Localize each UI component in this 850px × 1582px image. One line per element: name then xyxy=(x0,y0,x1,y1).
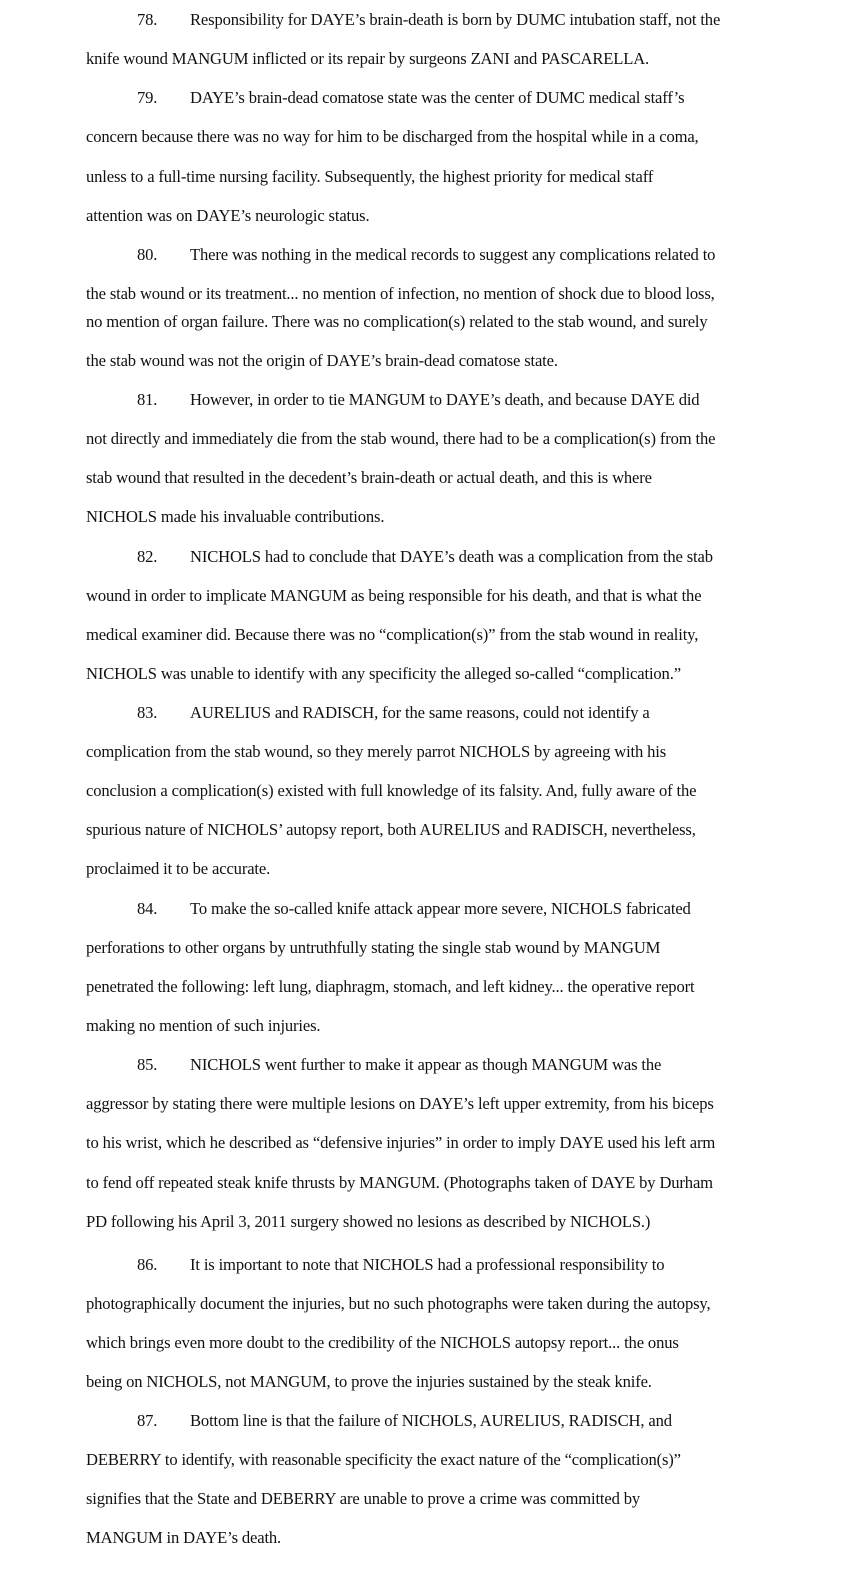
line-text: Responsibility for DAYE’s brain-death is born by DUMC intubation staff, not the xyxy=(190,10,721,29)
paragraph-number: 82. xyxy=(137,547,158,566)
paragraph-line: PD following his April 3, 2011 surgery showed no lesions as described by NICHOLS.) xyxy=(86,1212,651,1231)
line-text: NICHOLS went further to make it appear as though MANGUM was the xyxy=(190,1055,662,1074)
paragraph-line: knife wound MANGUM inflicted or its repair by surgeons ZANI and PASCARELLA. xyxy=(86,49,650,68)
paragraph-first-line xyxy=(137,899,691,919)
line-text: There was nothing in the medical records to suggest any complications related to xyxy=(190,245,716,264)
paragraph-first-line xyxy=(137,703,650,723)
paragraph-line: NICHOLS was unable to identify with any specificity the alleged so-called “complication.” xyxy=(86,664,681,683)
paragraph-first-line xyxy=(137,88,684,108)
line-text: To make the so-called knife attack appear more severe, NICHOLS fabricated xyxy=(190,899,691,918)
paragraph-line: medical examiner did. Because there was no “complication(s)” from the stab wound in reality, xyxy=(86,625,699,644)
paragraph-line: unless to a full-time nursing facility. Subsequently, the highest priority for medical staff xyxy=(86,167,654,186)
paragraph-first-line xyxy=(137,1255,664,1275)
paragraph-first-line xyxy=(137,547,713,567)
paragraph-line: to his wrist, which he described as “defensive injuries” in order to imply DAYE used his left arm xyxy=(86,1133,716,1152)
paragraph-first-line xyxy=(137,1055,661,1075)
paragraph-line: complication from the stab wound, so they merely parrot NICHOLS by agreeing with his xyxy=(86,742,667,761)
paragraph-line: aggressor by stating there were multiple lesions on DAYE’s left upper extremity, from his biceps xyxy=(86,1094,714,1113)
paragraph-line: signifies that the State and DEBERRY are unable to prove a crime was committed by xyxy=(86,1489,641,1508)
paragraph-line: not directly and immediately die from the stab wound, there had to be a complication(s) from the xyxy=(86,429,716,448)
paragraph-first-line xyxy=(137,390,699,410)
paragraph-number: 85. xyxy=(137,1055,158,1074)
line-text: DAYE’s brain-dead comatose state was the center of DUMC medical staff’s xyxy=(190,88,685,107)
paragraph-line: conclusion a complication(s) existed with full knowledge of its falsity. And, fully aware of the xyxy=(86,781,697,800)
paragraph-line: NICHOLS made his invaluable contributions. xyxy=(86,507,385,526)
paragraph-line: stab wound that resulted in the decedent’s brain-death or actual death, and this is where xyxy=(86,468,652,487)
paragraph-number: 84. xyxy=(137,899,158,918)
paragraph-number: 87. xyxy=(137,1411,158,1430)
paragraph-line: perforations to other organs by untruthfully stating the single stab wound by MANGUM xyxy=(86,938,661,957)
paragraph-line: MANGUM in DAYE’s death. xyxy=(86,1528,282,1547)
paragraph-first-line xyxy=(137,245,715,265)
paragraph-line: to fend off repeated steak knife thrusts by MANGUM. (Photographs taken of DAYE by Durham xyxy=(86,1173,713,1192)
line-text: However, in order to tie MANGUM to DAYE’s death, and because DAYE did xyxy=(190,390,700,409)
paragraph-line: no mention of organ failure. There was no complication(s) related to the stab wound, and surely xyxy=(86,312,708,331)
line-text: It is important to note that NICHOLS had a professional responsibility to xyxy=(190,1255,665,1274)
paragraph-line: making no mention of such injuries. xyxy=(86,1016,321,1035)
paragraph-number: 81. xyxy=(137,390,158,409)
paragraph-number: 79. xyxy=(137,88,158,107)
paragraph-line: attention was on DAYE’s neurologic status. xyxy=(86,206,370,225)
paragraph-number: 80. xyxy=(137,245,158,264)
paragraph-line: being on NICHOLS, not MANGUM, to prove the injuries sustained by the steak knife. xyxy=(86,1372,652,1391)
paragraph-line: penetrated the following: left lung, diaphragm, stomach, and left kidney... the operative report xyxy=(86,977,695,996)
line-text: Bottom line is that the failure of NICHOLS, AURELIUS, RADISCH, and xyxy=(190,1411,672,1430)
paragraph-first-line xyxy=(137,10,720,30)
line-text: NICHOLS had to conclude that DAYE’s death was a complication from the stab xyxy=(190,547,713,566)
paragraph-number: 78. xyxy=(137,10,158,29)
paragraph-line: concern because there was no way for him to be discharged from the hospital while in a coma, xyxy=(86,127,699,146)
line-text: AURELIUS and RADISCH, for the same reasons, could not identify a xyxy=(190,703,650,722)
paragraph-number: 83. xyxy=(137,703,158,722)
paragraph-line: spurious nature of NICHOLS’ autopsy report, both AURELIUS and RADISCH, nevertheless, xyxy=(86,820,696,839)
paragraph-line: wound in order to implicate MANGUM as being responsible for his death, and that is what the xyxy=(86,586,702,605)
paragraph-line: which brings even more doubt to the credibility of the NICHOLS autopsy report... the onus xyxy=(86,1333,679,1352)
paragraph-line: the stab wound was not the origin of DAYE’s brain-dead comatose state. xyxy=(86,351,558,370)
paragraph-number: 86. xyxy=(137,1255,158,1274)
paragraph-line: the stab wound or its treatment... no mention of infection, no mention of shock due to blood loss, xyxy=(86,284,715,303)
paragraph-line: DEBERRY to identify, with reasonable specificity the exact nature of the “complication(s)” xyxy=(86,1450,681,1469)
paragraph-first-line xyxy=(137,1411,672,1431)
paragraph-line: proclaimed it to be accurate. xyxy=(86,859,271,878)
paragraph-line: photographically document the injuries, but no such photographs were taken during the autopsy, xyxy=(86,1294,711,1313)
